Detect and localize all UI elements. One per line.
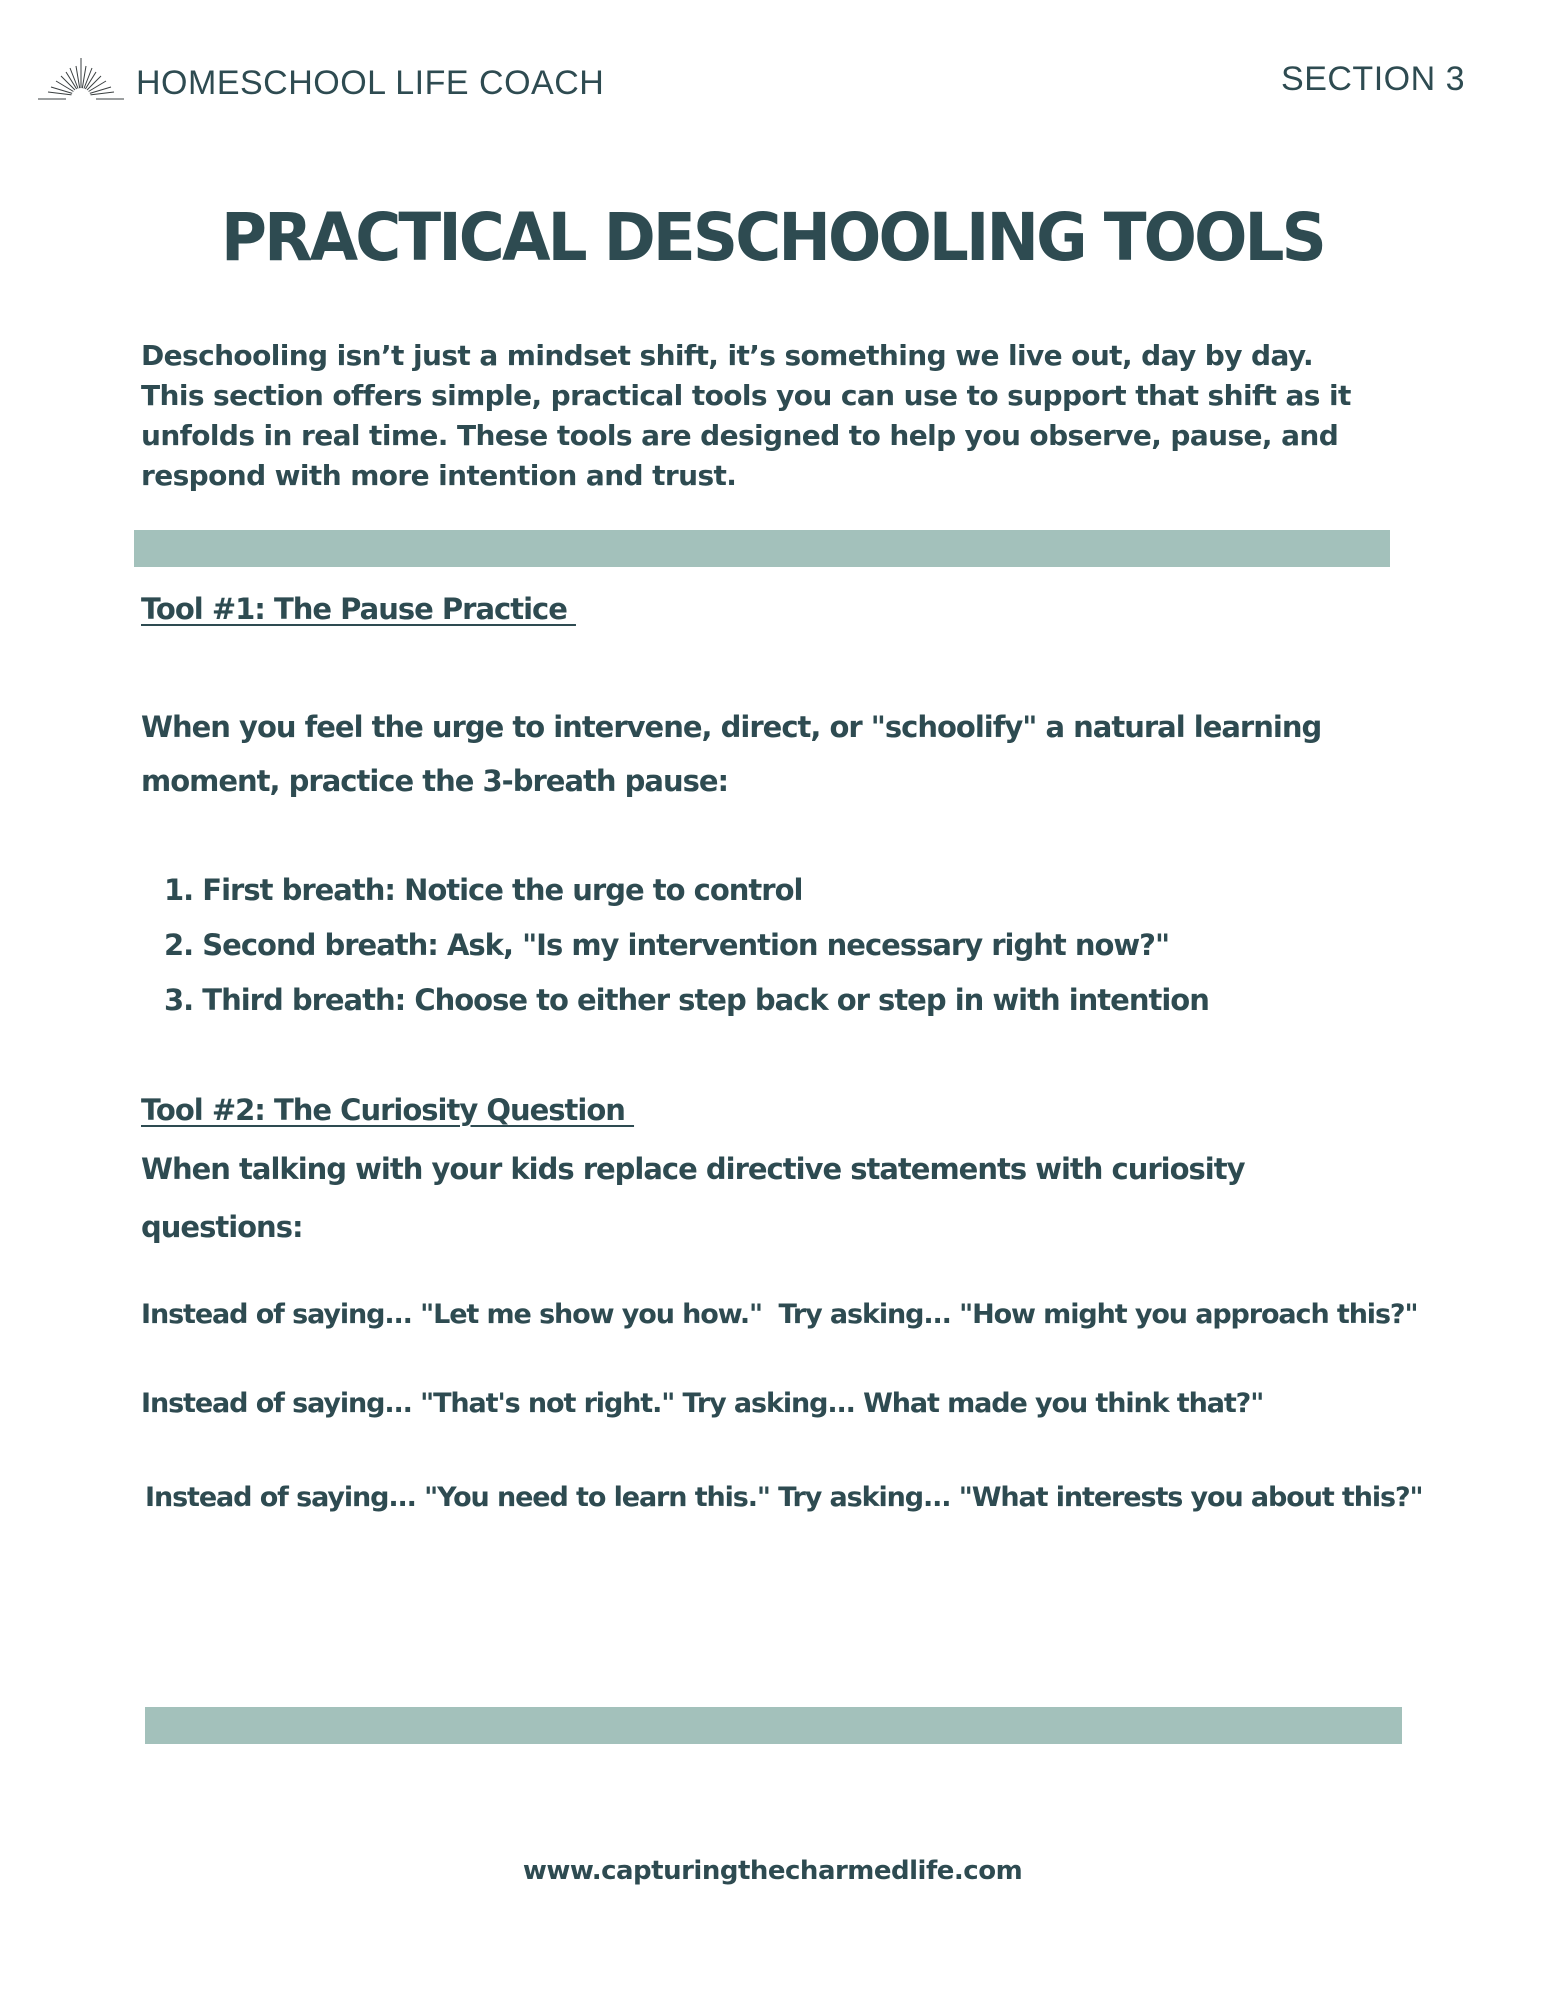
intro-line: This section offers simple, practical tools you can use to support that shift as it — [141, 379, 1351, 412]
tool1-description-line: When you feel the urge to intervene, direct, or "schoolify" a natural learning — [141, 710, 1322, 744]
divider-bar-bottom — [145, 1707, 1402, 1744]
sunburst-icon — [36, 56, 126, 106]
intro-paragraph — [141, 336, 1391, 496]
intro-line: Deschooling isn’t just a mindset shift, it’s something we live out, day by day. — [141, 339, 1314, 372]
intro-line: unfolds in real time. These tools are designed to help you observe, pause, and — [141, 419, 1339, 452]
example-line: Instead of saying... "Let me show you how." Try asking... "How might you approach this?" — [141, 1299, 1418, 1330]
tool2-heading: Tool #2: The Curiosity Question — [141, 1093, 635, 1127]
brand-name: HOMESCHOOL LIFE COACH — [136, 64, 605, 102]
example-line: Instead of saying... "That's not right." Try asking... What made you think that?" — [141, 1388, 1264, 1419]
footer-website: www.capturingthecharmedlife.com — [522, 1856, 1023, 1886]
tool2-description-line: When talking with your kids replace directive statements with curiosity — [141, 1152, 1245, 1186]
tool2-description-line: questions: — [141, 1210, 303, 1244]
example-line: Instead of saying... "You need to learn this." Try asking... "What interests you about this?" — [145, 1482, 1423, 1513]
list-item: 2. Second breath: Ask, "Is my intervention necessary right now?" — [164, 928, 1170, 962]
tool1-description-line: moment, practice the 3-breath pause: — [141, 764, 729, 798]
page-title: PRACTICAL DESCHOOLING TOOLS — [221, 199, 1324, 276]
tool1-heading: Tool #1: The Pause Practice — [141, 592, 576, 626]
divider-bar-top — [134, 530, 1390, 567]
tool1-steps-list — [164, 873, 1209, 1041]
list-item: 3. Third breath: Choose to either step back or step in with intention — [164, 983, 1209, 1017]
section-label: SECTION 3 — [1281, 60, 1465, 98]
list-item: 1. First breath: Notice the urge to control — [164, 873, 803, 907]
intro-line: respond with more intention and trust. — [141, 459, 737, 492]
